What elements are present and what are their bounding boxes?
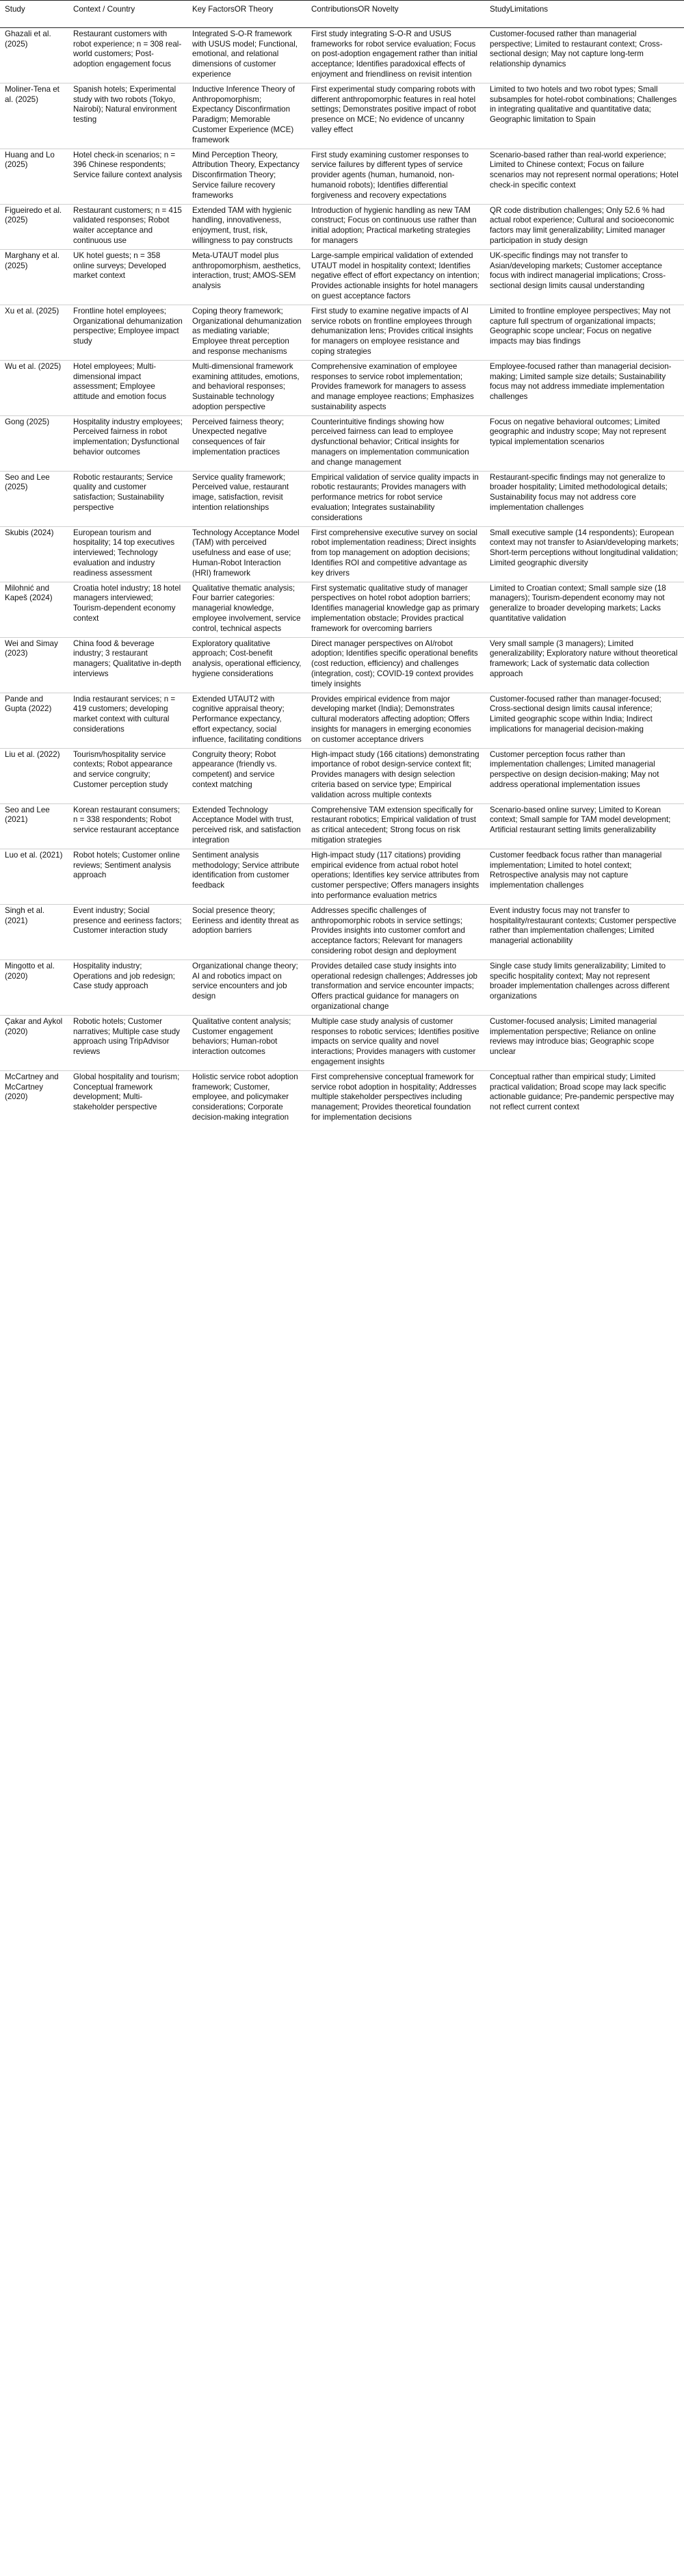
cell-key-factors-theory: Sentiment analysis methodology; Service attribute identification from customer feedback [187,849,306,904]
cell-key-factors-theory: Perceived fairness theory; Unexpected negative consequences of fair implementation practices [187,415,306,471]
cell-study: Milohnić and Kapeš (2024) [0,582,68,637]
cell-contributions-novelty: First comprehensive conceptual framework for service robot adoption in hospitality; Addresses multiple stakeholder perspectives including management; Provides theoretical foundation for implementation decisions [306,1070,485,1125]
cell-contributions-novelty: High-impact study (166 citations) demonstrating importance of robot design-service context fit; Provides managers with design selection criteria based on service type; Empirical validation across multiple contexts [306,748,485,803]
table-row [0,415,684,471]
header-study-limitations: StudyLimitations [485,1,684,28]
cell-context-country: Robotic restaurants; Service quality and customer satisfaction; Sustainability perspective [68,471,187,526]
cell-key-factors-theory: Social presence theory; Eeriness and identity threat as adoption barriers [187,904,306,959]
table-row [0,249,684,305]
cell-key-factors-theory: Integrated S-O-R framework with USUS model; Functional, emotional, and relational dimensions of customer experience [192,29,298,79]
cell-contributions-novelty: Large-sample empirical validation of extended UTAUT model in hospitality context; Identifies negative effect of effort expectancy on intention; Provides actionable insights for hotel managers on guest acceptance factors [306,249,485,305]
cell-study-limitations: Event industry focus may not transfer to hospitality/restaurant contexts; Customer perspective rather than implementation challenges; Limited managerial actionability [485,904,684,959]
cell-context-country: Spanish hotels; Experimental study with two robots (Tokyo, Nairobi); Natural environment testing [68,83,187,149]
table-row [0,693,684,748]
header-key-factors-theory: Key FactorsOR Theory [187,1,306,28]
cell-key-factors-theory: Extended UTAUT2 with cognitive appraisal theory; Performance expectancy, effort expectancy, social influence, facilitating conditions [187,693,306,748]
table-row [0,27,684,83]
table-row [0,748,684,803]
header-row [0,1,684,28]
cell-study: Gong (2025) [0,415,68,471]
cell-context-country: Tourism/hospitality service contexts; Robot appearance and service congruity; Customer perception study [68,748,187,803]
cell-context-country: Robot hotels; Customer online reviews; Sentiment analysis approach [68,849,187,904]
header-context-country: Context / Country [68,1,187,28]
table-row [0,471,684,526]
cell-study: Wei and Simay (2023) [0,637,68,693]
cell-key-factors-theory: Multi-dimensional framework examining attitudes, emotions, and behavioral responses; Sustainable technology adoption perspective [187,360,306,415]
cell-contributions-novelty: High-impact study (117 citations) providing empirical evidence from actual robot hotel operations; Identifies key service attributes from customer perspective; Offers managers insights into performance evaluation metrics [306,849,485,904]
table-header [0,1,684,28]
cell-context-country: Hotel check-in scenarios; n = 396 Chinese respondents; Service failure context analysis [68,149,187,204]
cell-study: Moliner-Tena et al. (2025) [0,83,68,149]
cell-contributions-novelty: Provides detailed case study insights into operational redesign challenges; Addresses job transformation and service encounter impacts; Offers practical guidance for managers on organizational change [306,959,485,1015]
table-row [0,582,684,637]
cell-study-limitations: Customer perception focus rather than implementation challenges; Limited managerial perspective on design decision-making; May not address operational implementation issues [485,748,684,803]
cell-study: McCartney and McCartney (2020) [0,1070,68,1125]
cell-study: Huang and Lo (2025) [0,149,68,204]
cell-key-factors-theory: Extended TAM with hygienic handling, innovativeness, enjoyment, trust, risk, willingness to pay constructs [187,204,306,249]
cell-contributions-novelty: Comprehensive TAM extension specifically for restaurant robotics; Empirical validation of trust as critical antecedent; Strong focus on risk mitigation strategies [306,803,485,849]
cell-study: Wu et al. (2025) [0,360,68,415]
cell-key-factors-theory: Qualitative thematic analysis; Four barrier categories: managerial knowledge, employee involvement, service control, technical aspects [187,582,306,637]
cell-key-factors-theory: Congruity theory; Robot appearance (friendly vs. competent) and service context matching [187,748,306,803]
cell-study: Liu et al. (2022) [0,748,68,803]
cell-key-factors-theory: Coping theory framework; Organizational dehumanization as mediating variable; Employee threat perception and response mechanisms [187,305,306,360]
cell-study-limitations: Small executive sample (14 respondents); European context may not transfer to Asian/developing markets; Short-term perceptions without longitudinal validation; Limited geographic diversity [485,526,684,582]
cell-contributions-novelty: Counterintuitive findings showing how perceived fairness can lead to employee dysfunctional behavior; Critical insights for managers on implementation communication and change management [306,415,485,471]
cell-key-factors-theory: Holistic service robot adoption framework; Customer, employee, and policymaker considerations; Corporate decision-making integration [187,1070,306,1125]
cell-study-limitations: Customer-focused analysis; Limited managerial implementation perspective; Reliance on online reviews may introduce bias; Geographic scope unclear [485,1015,684,1070]
cell-study: Ghazali et al. (2025) [5,29,51,49]
cell-key-factors-theory: Technology Acceptance Model (TAM) with perceived usefulness and ease of use; Human-Robot Interaction (HRI) framework [187,526,306,582]
cell-context-country: UK hotel guests; n = 358 online surveys; Developed market context [68,249,187,305]
table-row [0,305,684,360]
cell-contributions-novelty: Empirical validation of service quality impacts in robotic restaurants; Provides managers with performance metrics for robot service evaluation; Integrates sustainability considerations [306,471,485,526]
literature-table [0,0,684,1126]
cell-study-limitations: Very small sample (3 managers); Limited generalizability; Exploratory nature without theoretical framework; Lack of systematic data collection approach [485,637,684,693]
cell-study: Seo and Lee (2021) [0,803,68,849]
cell-study: Çakar and Aykol (2020) [0,1015,68,1070]
cell-contributions-novelty: First comprehensive executive survey on social robot implementation readiness; Direct insights from top management on adoption decisions; Identifies ROI and competitive advantage as key drivers [306,526,485,582]
table-body [0,27,684,1125]
cell-contributions-novelty: First experimental study comparing robots with different anthropomorphic features in real hotel settings; Demonstrates positive impact of robot presence on MCE; No evidence of uncanny valley effect [306,83,485,149]
cell-study-limitations: Limited to two hotels and two robot types; Small subsamples for hotel-robot combinations; Challenges in integrating qualitative and quantitative data; Geographic limitation to Spain [485,83,684,149]
cell-study-limitations: Focus on negative behavioral outcomes; Limited geographic and industry scope; May not represent typical implementation scenarios [485,415,684,471]
cell-study: Marghany et al. (2025) [0,249,68,305]
cell-study: Seo and Lee (2025) [0,471,68,526]
cell-key-factors-theory: Meta-UTAUT model plus anthropomorphism, aesthetics, interaction, trust; AMOS-SEM analysis [187,249,306,305]
table-row [0,149,684,204]
cell-study-limitations: Scenario-based rather than real-world experience; Limited to Chinese context; Focus on failure scenarios may not represent normal operations; Hotel check-in specific context [485,149,684,204]
header-contributions-novelty: ContributionsOR Novelty [306,1,485,28]
cell-key-factors-theory: Organizational change theory; AI and robotics impact on service encounters and job design [187,959,306,1015]
cell-context-country: Hotel employees; Multi-dimensional impact assessment; Employee attitude and emotion focus [68,360,187,415]
cell-study-limitations: Restaurant-specific findings may not generalize to broader hospitality; Limited methodological details; Sustainability focus may not address core implementation challenges [485,471,684,526]
cell-key-factors-theory: Exploratory qualitative approach; Cost-benefit analysis, operational efficiency, hygiene considerations [187,637,306,693]
cell-study: Mingotto et al. (2020) [0,959,68,1015]
cell-key-factors-theory: Inductive Inference Theory of Anthropomorphism; Expectancy Disconfirmation Paradigm; Memorable Customer Experience (MCE) framework [187,83,306,149]
table-row [0,526,684,582]
cell-contributions-novelty: Multiple case study analysis of customer responses to robotic services; Identifies positive impacts on service quality and novel interactions; Provides managers with customer engagement insights [306,1015,485,1070]
table-row [0,904,684,959]
header-study: Study [0,1,68,28]
cell-contributions-novelty: Direct manager perspectives on AI/robot adoption; Identifies specific operational benefits (cost reduction, efficiency) and challenges (integration, cost); COVID-19 context provides timely insights [306,637,485,693]
table-row [0,360,684,415]
cell-context-country: Global hospitality and tourism; Conceptual framework development; Multi-stakeholder perspective [68,1070,187,1125]
cell-context-country: Event industry; Social presence and eeriness factors; Customer interaction study [68,904,187,959]
cell-context-country: Hospitality industry; Operations and job redesign; Case study approach [68,959,187,1015]
cell-context-country: Korean restaurant consumers; n = 338 respondents; Robot service restaurant acceptance [68,803,187,849]
cell-contributions-novelty: Provides empirical evidence from major developing market (India); Demonstrates cultural moderators affecting adoption; Offers insights for managers in emerging economies on customer acceptance drivers [306,693,485,748]
cell-study-limitations: Single case study limits generalizability; Limited to specific hospitality context; May not represent broader implementation challenges across different organizations [485,959,684,1015]
table-row [0,1070,684,1125]
cell-study: Skubis (2024) [0,526,68,582]
cell-study-limitations: Limited to Croatian context; Small sample size (18 managers); Tourism-dependent economy may not generalize to broader developing markets; Lacks quantitative validation [485,582,684,637]
cell-key-factors-theory: Qualitative content analysis; Customer engagement behaviors; Human-robot interaction outcomes [187,1015,306,1070]
cell-contributions-novelty: Introduction of hygienic handling as new TAM construct; Focus on continuous use rather than initial adoption; Practical marketing strategies for managers [306,204,485,249]
table-row [0,204,684,249]
table-row [0,959,684,1015]
table-row [0,637,684,693]
cell-study-limitations: Customer-focused rather than manager-focused; Cross-sectional design limits causal inference; Limited geographic scope within India; Indirect implications for managerial decision-making [485,693,684,748]
table-row [0,1015,684,1070]
cell-study-limitations: UK-specific findings may not transfer to Asian/developing markets; Customer acceptance focus with indirect managerial implications; Cross-sectional design limits causal understanding [485,249,684,305]
cell-study-limitations: Customer-focused rather than managerial perspective; Limited to restaurant context; Cross-sectional design; May not capture long-term relationship dynamics [490,29,663,69]
cell-study: Pande and Gupta (2022) [0,693,68,748]
cell-context-country: Robotic hotels; Customer narratives; Multiple case study approach using TripAdvisor reviews [68,1015,187,1070]
cell-study: Xu et al. (2025) [0,305,68,360]
cell-study-limitations: Employee-focused rather than managerial decision-making; Limited sample size details; Sustainability focus may not address immediate implementation challenges [485,360,684,415]
cell-key-factors-theory: Mind Perception Theory, Attribution Theory, Expectancy Disconfirmation Theory; Service failure recovery frameworks [187,149,306,204]
cell-study: Figueiredo et al. (2025) [0,204,68,249]
cell-context-country: Restaurant customers; n = 415 validated responses; Robot waiter acceptance and continuous use [68,204,187,249]
cell-contributions-novelty: First study to examine negative impacts of AI service robots on frontline employees through dehumanization lens; Provides critical insights for managers on employee resistance and coping strategies [306,305,485,360]
cell-study-limitations: Conceptual rather than empirical study; Limited practical validation; Broad scope may lack specific actionable guidance; Pre-pandemic perspective may not reflect current context [485,1070,684,1125]
cell-context-country: Restaurant customers with robot experience; n = 308 real-world customers; Post-adoption engagement focus [73,29,182,69]
cell-context-country: Croatia hotel industry; 18 hotel managers interviewed; Tourism-dependent economy context [68,582,187,637]
literature-review-table-page [0,0,684,1126]
table-row [0,83,684,149]
cell-contributions-novelty: First systematic qualitative study of manager perspectives on hotel robot adoption barriers; Identifies managerial knowledge gap as primary implementation obstacle; Provides practical framework for overcoming barriers [306,582,485,637]
cell-contributions-novelty: First study examining customer responses to service failures by different types of service provider agents (human, humanoid, non-humanoid robots); Identifies differential forgiveness and recovery expectations [306,149,485,204]
cell-study: Singh et al. (2021) [0,904,68,959]
cell-key-factors-theory: Service quality framework; Perceived value, restaurant image, satisfaction, revisit intention relationships [187,471,306,526]
cell-contributions-novelty: Comprehensive examination of employee responses to service robot implementation; Provides framework for managers to assess and manage employee reactions; Emphasizes sustainability aspects [306,360,485,415]
cell-context-country: Frontline hotel employees; Organizational dehumanization perspective; Employee impact study [68,305,187,360]
table-row [0,849,684,904]
cell-contributions-novelty: Addresses specific challenges of anthropomorphic robots in service settings; Provides insights into customer comfort and acceptance factors; Relevant for managers considering robot design and deployment [306,904,485,959]
cell-study: Luo et al. (2021) [0,849,68,904]
cell-context-country: China food & beverage industry; 3 restaurant managers; Qualitative in-depth interviews [68,637,187,693]
cell-context-country: European tourism and hospitality; 14 top executives interviewed; Technology evaluation and industry readiness assessment [68,526,187,582]
cell-key-factors-theory: Extended Technology Acceptance Model with trust, perceived risk, and satisfaction integration [187,803,306,849]
table-row [0,803,684,849]
cell-study-limitations: QR code distribution challenges; Only 52.6 % had actual robot experience; Cultural and socioeconomic factors may limit generalizability; Limited manager participation in study design [485,204,684,249]
cell-study-limitations: Scenario-based online survey; Limited to Korean context; Small sample for TAM model development; Artificial restaurant setting limits generalizability [485,803,684,849]
cell-study-limitations: Limited to frontline employee perspectives; May not capture full spectrum of organizational impacts; Geographic scope unclear; Focus on negative impacts may bias findings [485,305,684,360]
cell-context-country: Hospitality industry employees; Perceived fairness in robot implementation; Dysfunctional behavior outcomes [68,415,187,471]
cell-contributions-novelty: First study integrating S-O-R and USUS frameworks for robot service evaluation; Focus on post-adoption engagement rather than initial acceptance; Identifies paradoxical effects of enjoyment and friendliness on revisit intention [311,29,477,79]
cell-context-country: India restaurant services; n = 419 customers; developing market context with cultural considerations [68,693,187,748]
cell-study-limitations: Customer feedback focus rather than managerial implementation; Limited to hotel context; Retrospective analysis may not capture implementation challenges [485,849,684,904]
